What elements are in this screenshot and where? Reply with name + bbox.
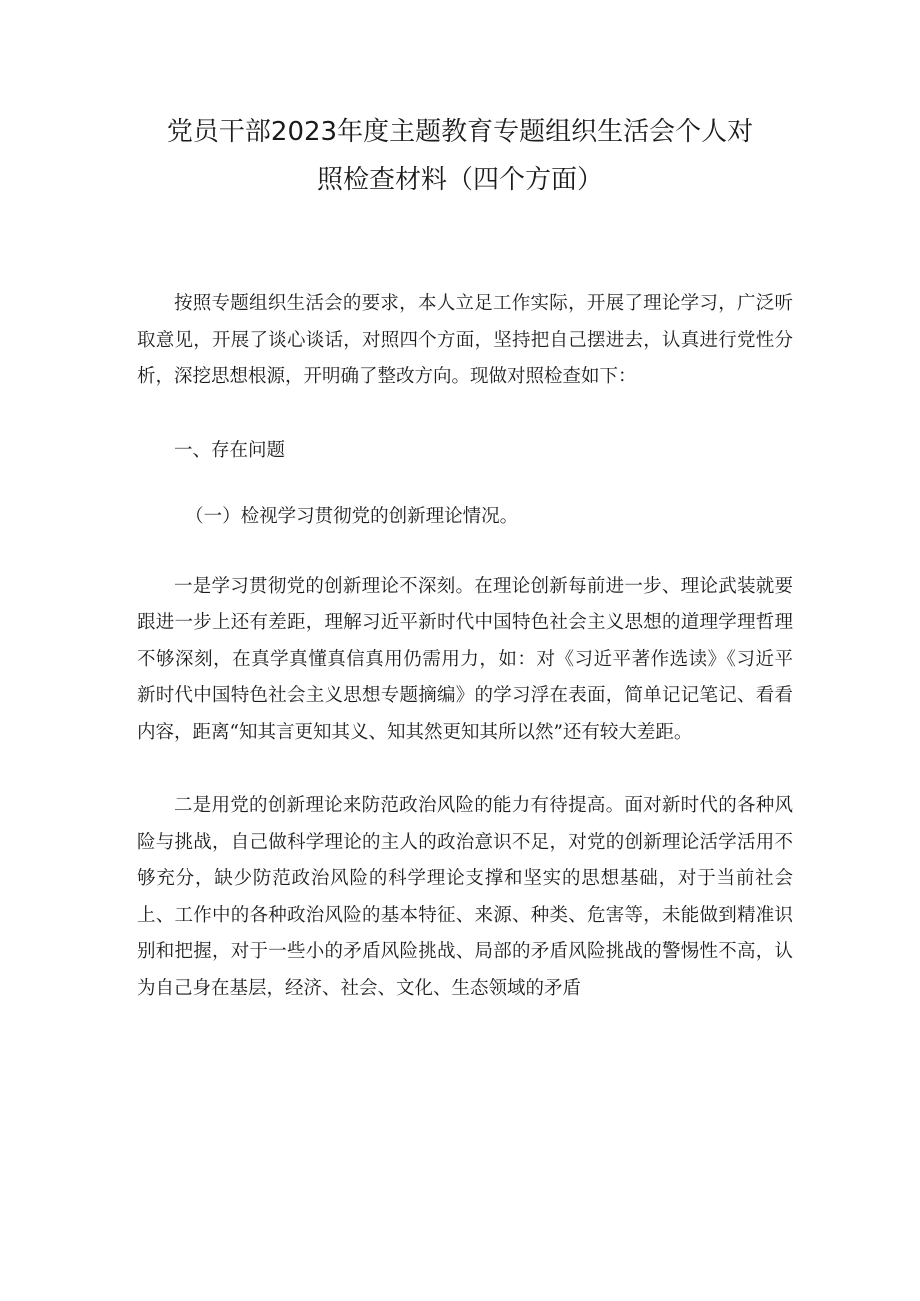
intro-paragraph: 按照专题组织生活会的要求，本人立足工作实际，开展了理论学习，广泛听取意见，开展了谈心谈话，对照四个方面，坚持把自己摆进去，认真进行党性分析，深挖思想根源，开明确了整改方向。现做对照检查如下：: [137, 293, 793, 387]
document-title: [130, 108, 790, 204]
subsection-heading-theory: （一）检视学习贯彻党的创新理论情况。: [185, 506, 519, 527]
paragraph-point-two: 二是用党的创新理论来防范政治风险的能力有待提高。面对新时代的各种风险与挑战，自己做科学理论的主人的政治意识不足，对党的创新理论活学活用不够充分，缺少防范政治风险的科学理论支撑和坚实的思想基础，对于当前社会上、工作中的各种政治风险的基本特征、来源、种类、危害等，未能做到精准识别和把握，对于一些小的矛盾风险挑战、局部的矛盾风险挑战的警惕性不高，认为自己身在基层，经济、社会、文化、生态领域的矛盾: [137, 795, 793, 999]
title-line-1: 党员干部2023年度主题教育专题组织生活会个人对: [166, 117, 754, 147]
paragraph-point-one: 一是学习贯彻党的创新理论不深刻。在理论创新每前进一步、理论武装就要跟进一步上还有差距，理解习近平新时代中国特色社会主义思想的道理学理哲理不够深刻，在真学真懂真信真用仍需用力，如：对《习近平著作选读》《习近平新时代中国特色社会主义思想专题摘编》的学习浮在表面，简单记记笔记、看看内容，距离“知其言更知其义、知其然更知其所以然”还有较大差距。: [137, 575, 793, 743]
title-line-2: 照检查材料（四个方面）: [316, 165, 603, 195]
document-body: [137, 286, 793, 1007]
section-heading-problems: 一、存在问题: [174, 439, 286, 461]
